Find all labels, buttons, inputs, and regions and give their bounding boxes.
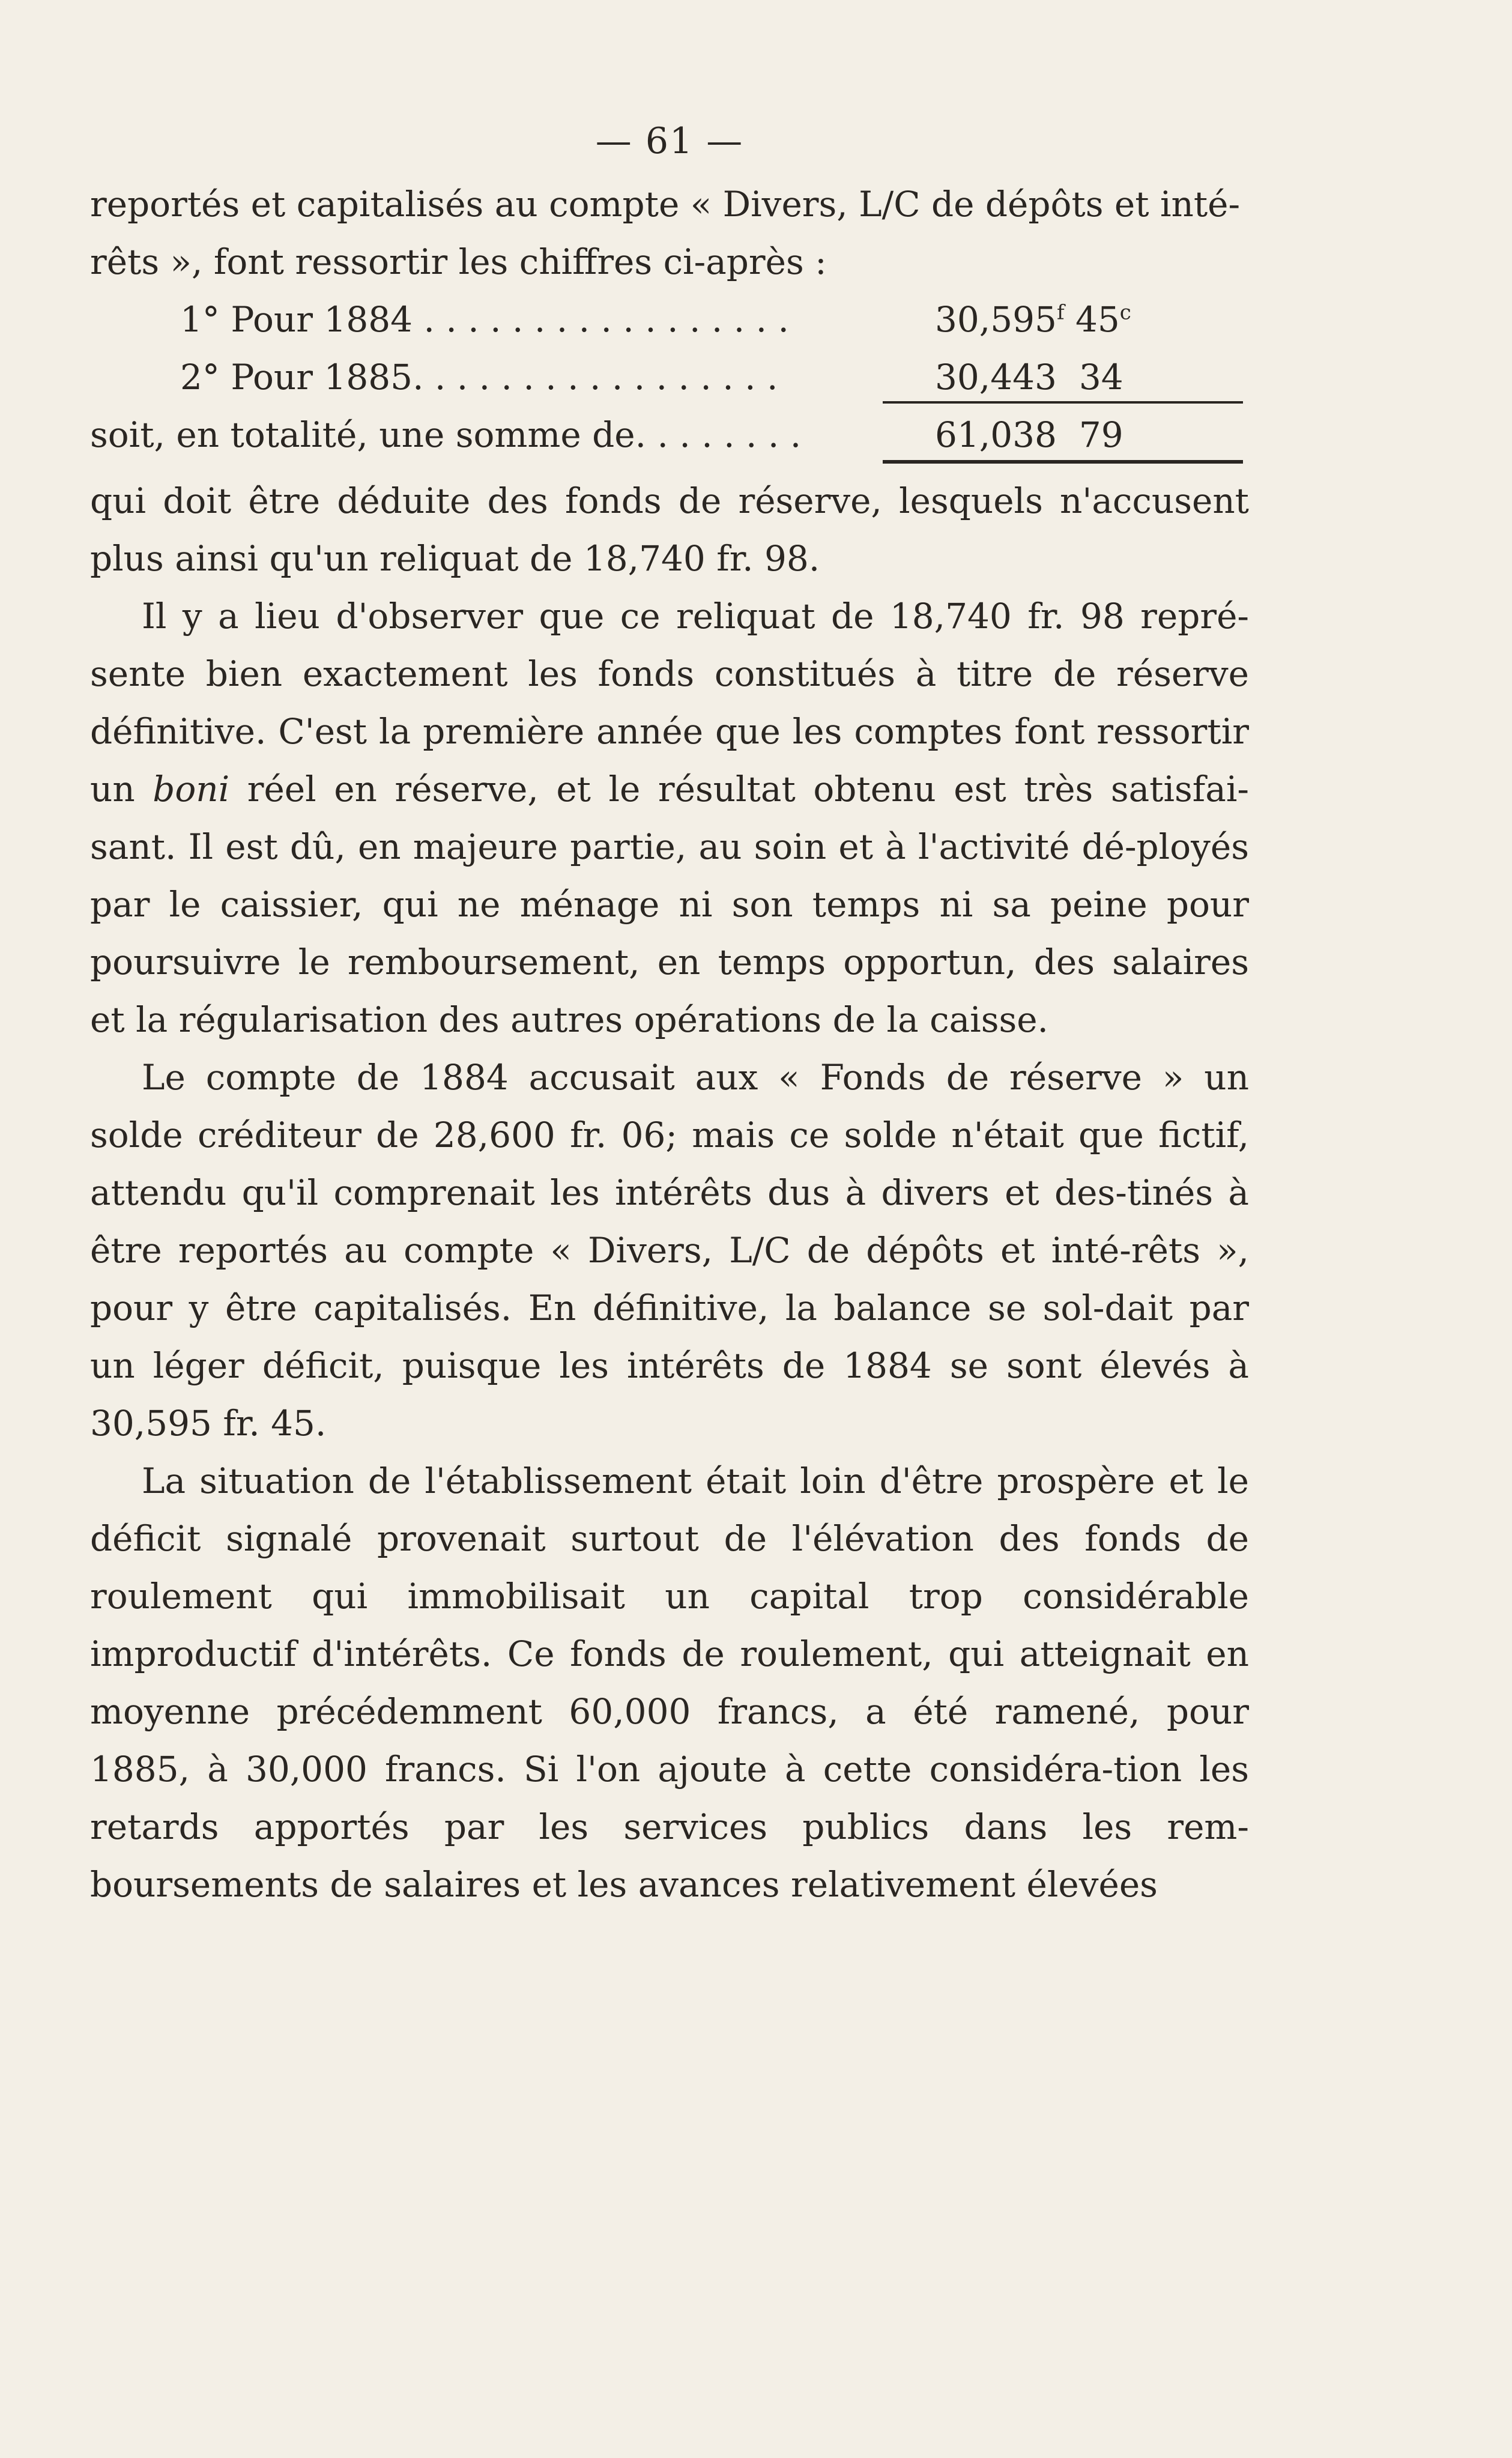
paragraph: La situation de l'établissement était loin d'être prospère et le déficit signalé provenait surtout de l'élévation des fonds de roulement qui immobilisait un capital trop considérable improductif d'intérêts. Ce fonds de roulement, qui atteignait en moyenne précédemment 60,000 francs, a été ramené, pour 1885, à 30,000 francs. Si l'on ajoute à cette considéra-tion les retards apportés par les services publics dans les rem-boursements de salaires et les avances relativement élevées [90, 1461, 1249, 1905]
row-label: 2° Pour 1885 [180, 357, 413, 398]
total-rule [883, 460, 1243, 464]
document-page [90, 120, 1249, 1913]
row-cents: 45 [1075, 299, 1120, 340]
table-row [90, 291, 1249, 348]
row-leader: . . . . . . . . . . . . . . . . . [413, 357, 778, 398]
total-value: 61,038 [935, 414, 1057, 455]
emphasis-boni: boni [153, 769, 230, 810]
unit-f: f [1056, 300, 1065, 325]
total-leader: . . . . . . . . [635, 414, 802, 455]
paragraph: Il y a lieu d'observer que ce reliquat de 18,740 fr. 98 repré-sente bien exactement les fonds constitués à titre de réserve définitive. C'est la première année que les comptes font ressortir un boni réel en réserve, et le résultat obtenu est très satisfai-sant. Il est dû, en majeure partie, au soin et à l'activité dé-ployés par le caissier, qui ne ménage ni son temps ni sa peine pour poursuivre le remboursement, en temps opportun, des salaires et la régularisation des autres opérations de la caisse. [90, 596, 1249, 1040]
paragraph: qui doit être déduite des fonds de réserve, lesquels n'accusent plus ainsi qu'un reliquat de 18,740 fr. 98. [90, 480, 1249, 579]
row-label: 1° Pour 1884 [180, 299, 413, 340]
total-row [90, 406, 1249, 464]
table-row [90, 348, 1249, 406]
row-leader: . . . . . . . . . . . . . . . . . [413, 299, 789, 340]
paragraph: Le compte de 1884 accusait aux « Fonds de réserve » un solde créditeur de 28,600 fr. 06; mais ce solde n'était que fictif, attendu qu'il comprenait les intérêts dus à divers et des-tinés à être reportés au compte « Divers, L/C de dépôts et inté-rêts », pour y être capitalisés. En définitive, la balance se sol-dait par un léger déficit, puisque les intérêts de 1884 se sont élevés à 30,595 fr. 45. [90, 1057, 1249, 1444]
intro-line-2: rêts », font ressortir les chiffres ci-après : [90, 241, 827, 282]
total-cents: 79 [1078, 414, 1123, 455]
unit-c: c [1119, 300, 1131, 325]
row-value: 30,595 [935, 299, 1057, 340]
row-cents: 34 [1078, 357, 1123, 398]
sum-rule [883, 401, 1243, 404]
intro-line-1: reportés et capitalisés au compte « Divers, L/C de dépôts et inté- [90, 184, 1241, 225]
row-value: 30,443 [935, 357, 1057, 398]
total-label: soit, en totalité, une somme de [90, 414, 635, 455]
page-number: — 61 — [595, 120, 744, 162]
